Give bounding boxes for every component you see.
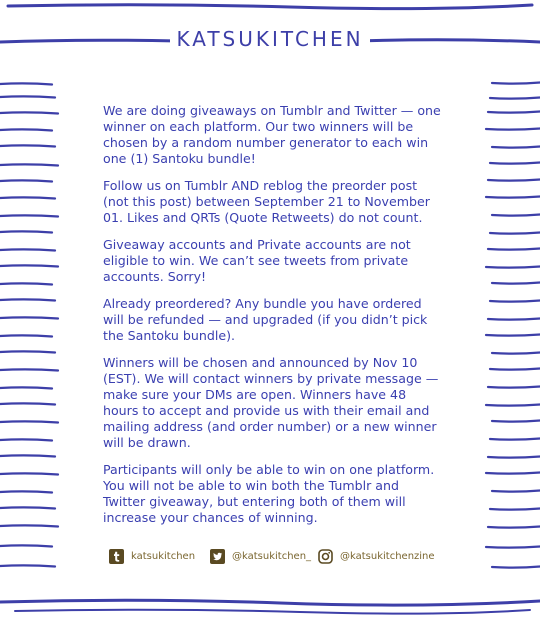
right-stripe bbox=[492, 353, 540, 354]
right-stripe bbox=[486, 197, 540, 198]
social-links bbox=[109, 547, 439, 565]
right-stripe bbox=[490, 369, 540, 370]
left-stripe bbox=[0, 351, 55, 352]
left-stripe bbox=[0, 83, 52, 84]
left-stripe bbox=[0, 96, 55, 97]
twitter-icon bbox=[210, 549, 225, 564]
right-stripe bbox=[490, 233, 540, 234]
left-stripe bbox=[0, 525, 58, 526]
instagram-handle: @katsukitchenzine bbox=[340, 550, 435, 562]
left-stripe bbox=[0, 565, 55, 566]
left-stripe bbox=[0, 403, 55, 404]
left-stripe bbox=[0, 180, 52, 181]
social-instagram[interactable] bbox=[318, 547, 435, 565]
left-stripe bbox=[0, 299, 55, 300]
social-twitter[interactable] bbox=[210, 547, 311, 565]
brand-name: KATSUKITCHEN bbox=[170, 27, 369, 51]
left-stripe bbox=[0, 387, 52, 388]
brand-logo bbox=[0, 27, 540, 51]
paragraph-giveaway-overview: We are doing giveaways on Tumblr and Twitter — one winner on each platform. Our two winners will be chosen by a random number generator to each win one (1) Santoku bundle! bbox=[103, 103, 441, 166]
right-stripe bbox=[492, 567, 540, 568]
right-stripe bbox=[492, 83, 540, 84]
right-stripe bbox=[486, 405, 540, 406]
left-stripe bbox=[0, 249, 55, 250]
right-stripe bbox=[490, 301, 540, 302]
left-stripe bbox=[0, 129, 52, 130]
left-stripe bbox=[0, 215, 58, 216]
left-stripe bbox=[0, 335, 52, 336]
right-stripe bbox=[486, 267, 540, 268]
right-stripe bbox=[488, 527, 540, 528]
left-stripe bbox=[0, 439, 52, 440]
instagram-icon bbox=[318, 549, 333, 564]
paragraph-preordered: Already preordered? Any bundle you have ordered will be refunded — and upgraded (if you didn’t pick the Santoku bundle). bbox=[103, 296, 428, 343]
right-stripe bbox=[486, 473, 540, 474]
paragraph-eligibility: Giveaway accounts and Private accounts are not eligible to win. We can’t see tweets from private accounts. Sorry! bbox=[103, 237, 411, 284]
right-stripe bbox=[488, 319, 540, 320]
twitter-handle: @katsukitchen_ bbox=[232, 550, 312, 562]
right-stripe bbox=[488, 112, 540, 113]
right-stripe bbox=[492, 283, 540, 284]
right-stripe bbox=[492, 215, 540, 216]
paragraph-winners: Winners will be chosen and announced by Nov 10 (EST). We will contact winners by private message — make sure your DMs are open. Winners have 48 hours to accept and provide us with their email and mailing address (and order number) or a new winner will be drawn. bbox=[103, 355, 439, 450]
social-tumblr[interactable] bbox=[109, 547, 195, 565]
right-stripe bbox=[488, 180, 540, 181]
left-stripe bbox=[0, 491, 52, 492]
left-stripe bbox=[0, 112, 58, 113]
left-stripe bbox=[0, 197, 55, 198]
left-stripe bbox=[0, 455, 55, 456]
left-stripe bbox=[0, 473, 58, 474]
left-stripe bbox=[0, 317, 58, 318]
right-stripe bbox=[488, 387, 540, 388]
left-stripe bbox=[0, 369, 58, 370]
right-stripe bbox=[490, 439, 540, 440]
right-stripe bbox=[492, 147, 540, 148]
paragraph-how-to-enter: Follow us on Tumblr AND reblog the preorder post (not this post) between September 21 to November 01. Likes and QRTs (Quote Retweets) do not count. bbox=[103, 178, 430, 225]
left-stripe bbox=[0, 421, 58, 422]
right-stripe bbox=[486, 129, 540, 130]
left-stripe bbox=[0, 145, 55, 146]
tumblr-icon bbox=[109, 549, 124, 564]
right-stripe bbox=[490, 509, 540, 510]
right-stripe bbox=[490, 163, 540, 164]
left-stripe bbox=[0, 265, 58, 266]
paragraph-one-platform: Participants will only be able to win on one platform. You will not be able to win both the Tumblr and Twitter giveaway, but entering both of them will increase your chances of winning. bbox=[103, 462, 435, 525]
left-stripe bbox=[0, 283, 52, 284]
left-stripe bbox=[0, 164, 58, 165]
tumblr-handle: katsukitchen bbox=[131, 550, 196, 562]
right-stripe bbox=[488, 457, 540, 458]
right-stripe bbox=[492, 491, 540, 492]
left-stripe bbox=[0, 231, 52, 232]
giveaway-rules bbox=[103, 103, 443, 537]
right-stripe bbox=[490, 98, 540, 99]
left-stripe bbox=[0, 545, 52, 546]
right-stripe bbox=[488, 249, 540, 250]
right-stripe bbox=[492, 421, 540, 422]
right-stripe bbox=[486, 335, 540, 336]
right-stripe bbox=[486, 547, 540, 548]
left-stripe bbox=[0, 507, 55, 508]
